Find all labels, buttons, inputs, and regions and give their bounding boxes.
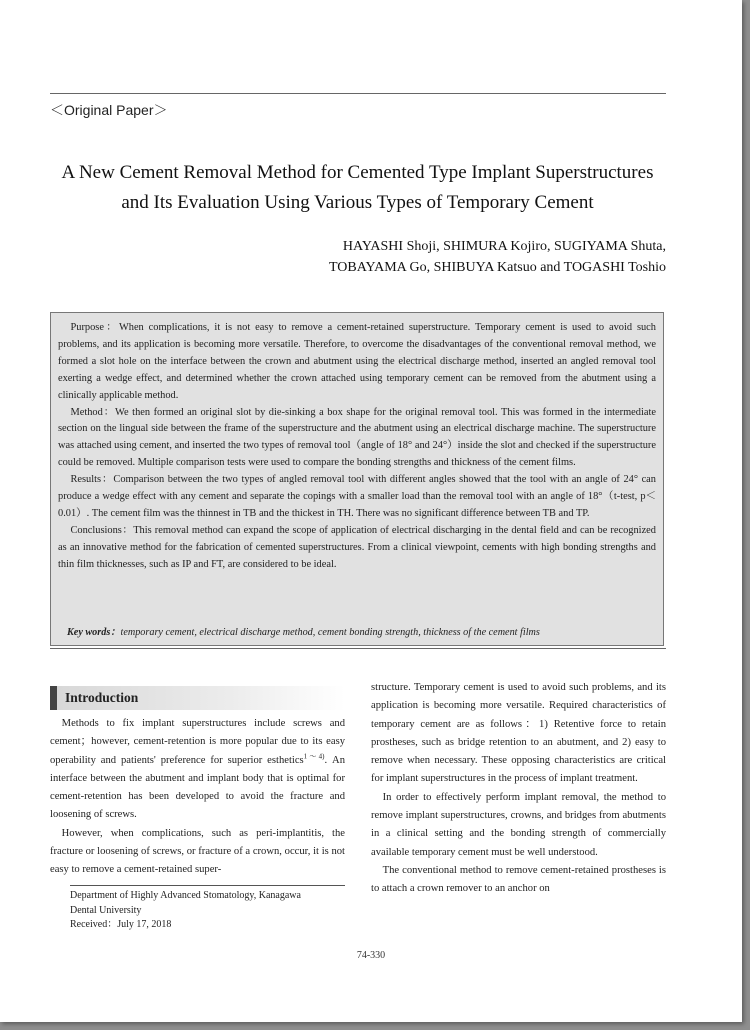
title-line-2: and Its Evaluation Using Various Types of Temporary Cement bbox=[121, 192, 594, 213]
intro-paragraph-5: The conventional method to remove cement-retained prostheses is to attach a crown remover to an anchor on bbox=[371, 864, 666, 895]
intro-p1-text: Methods to fix implant superstructures include screws and cement；however, cement-retention is more popular due to its easy operability and patients' preference for superior esthetics bbox=[50, 718, 345, 766]
article-type-label: ＜Original Paper＞ bbox=[50, 102, 168, 118]
footnote-received: Received：July 17, 2018 bbox=[70, 919, 172, 930]
body-column-left bbox=[50, 715, 345, 880]
paper-title bbox=[30, 158, 685, 218]
section-heading-introduction: Introduction bbox=[50, 686, 345, 710]
intro-paragraph-2: However, when complications, such as peri-implantitis, the fracture or loosening of screws, or fracture of a crown, occur, it is not easy to remove a cement-retained super- bbox=[50, 827, 345, 876]
footnote-line-1: Department of Highly Advanced Stomatology, Kanagawa bbox=[70, 890, 301, 901]
affiliation-footnote bbox=[70, 889, 350, 933]
abstract-method: Method：We then formed an original slot by die-sinking a box shape for the original removal tool. This was formed in the intermediate section on the lingual side between the frame of the superstructure and the abutment using an electrical discharge machine. The superstructure was attached using cement, and inserted the two types of removal tool（angle of 18° and 24°）inside the slot and checked if the superstructure could be removed. Multiple comparison tests were used to compare the bonding strengths and thickness of the cement films. bbox=[58, 406, 656, 469]
keywords bbox=[67, 625, 540, 641]
authors-line-1: HAYASHI Shoji, SHIMURA Kojiro, SUGIYAMA Shuta, bbox=[342, 239, 666, 254]
header-rule bbox=[50, 93, 666, 94]
abstract-purpose: Purpose：When complications, it is not easy to remove a cement-retained superstructure. Temporary cement is used to avoid such problems, and its application is becoming more versatile. Therefore, to overcome the disadvantages of the conventional removal method, we formed a slot hole on the interface between the crown and abutment using the electrical discharge method, inserted an angled removal tool exerting a wedge effect, and determined whether the crown attached using temporary cement can be removed from the abutment using a clinically applicable method. bbox=[58, 322, 656, 401]
intro-paragraph-4: In order to effectively perform implant removal, the method to remove implant superstructures, crowns, and bridges from abutments in a clinical setting and the bonding strength of commercially available temporary cement must be well understood. bbox=[371, 791, 666, 858]
page-number: 74-330 bbox=[356, 950, 386, 961]
abstract-conclusions: Conclusions：This removal method can expand the scope of application of electrical discharging in the dental field and can be recognized as an innovative method for the fabrication of cemented superstructures. From a clinical viewpoint, cements with high bonding strengths and thin film thicknesses, such as IP and FT, are considered to be ideal. bbox=[58, 524, 656, 570]
keywords-label: Key words： bbox=[67, 627, 121, 638]
footnote-line-2: Dental University bbox=[70, 904, 142, 916]
intro-paragraph-1 bbox=[50, 715, 345, 825]
abstract-results: Results：Comparison between the two types of angled removal tool with different angles showed that the tool with an angle of 24° can produce a wedge effect with any cement and separate the copings with a smaller load than the removal tool with an angle of 18°（t-test, p＜0.01）. The cement film was the thinnest in TB and the thickest in TH. There was no significant difference between TB and TP. bbox=[58, 474, 656, 519]
body-column-right bbox=[371, 679, 666, 899]
intro-paragraph-3: structure. Temporary cement is used to avoid such problems, and its application is becoming more versatile. Required characteristics of temporary cement are as follows：1) Retentive force to retain prostheses, such as bridge retention to an abutment, and 2) easy to remove when necessary. These opposing characteristics are critical for implant superstructures in the process of implant treatment. bbox=[371, 682, 666, 785]
keywords-value: temporary cement, electrical discharge method, cement bonding strength, thickness of the cement films bbox=[120, 627, 540, 638]
citation-ref[interactable]: 1〜4) bbox=[303, 752, 325, 761]
abstract-bottom-rule bbox=[50, 648, 666, 649]
title-line-1: A New Cement Removal Method for Cemented Type Implant Superstructures bbox=[61, 162, 654, 183]
intro-p1-end: . An interface between the abutment and implant body that is optimal for cement-retention has been developed to avoid the fracture and loosening of screws. bbox=[50, 754, 345, 821]
abstract-box bbox=[50, 312, 664, 646]
footnote-rule bbox=[70, 885, 345, 886]
author-list bbox=[329, 236, 666, 278]
authors-line-2: TOBAYAMA Go, SHIBUYA Katsuo and TOGASHI Toshio bbox=[328, 260, 666, 275]
